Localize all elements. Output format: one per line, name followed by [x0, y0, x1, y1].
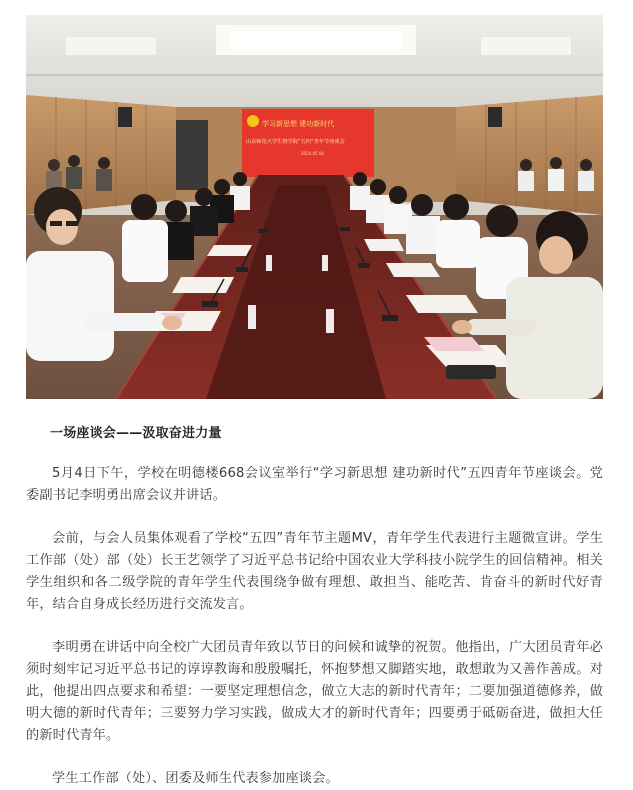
paragraph-3: 李明勇在讲话中向全校广大团员青年致以节日的问候和诚挚的祝贺。他指出，广大团员青年必须时刻牢记习近平总书记的谆谆教诲和殷殷嘱托，怀抱梦想又脚踏实地，敢想敢为又善作善成。对此，他提出四点要求和希望：一要坚定理想信念，做立大志的新时代青年；二要加强道德修养，做明大德的新时代青年；三要努力学习实践，做成大才的新时代青年；四要勇于砥砺奋进，做担大任的新时代青年。 — [26, 640, 603, 743]
meeting-photo — [26, 15, 603, 399]
banner-line2: 山东师范大学生物学院“五四”青年节座谈会 — [246, 139, 345, 145]
article-body — [26, 424, 603, 790]
banner-date: 2024.05.04 — [301, 151, 324, 156]
banner-line1: 学习新思想 建功新时代 — [262, 120, 335, 128]
paragraph-2: 会前，与会人员集体观看了学校“五四”青年节主题MV，青年学生代表进行主题微宣讲。学生工作部（处）部（处）长王艺领学了习近平总书记给中国农业大学科技小院学生的回信精神。相关学生组织和各二级学院的青年学生代表围绕争做有理想、敢担当、能吃苦、肯奋斗的新时代好青年，结合自身成长经历进行交流发言。 — [26, 531, 603, 612]
meeting-photo-illustration — [26, 15, 603, 399]
section-heading: 一场座谈会——汲取奋进力量 — [50, 426, 222, 441]
paragraph-1: 5月4日下午，学校在明德楼668会议室举行“学习新思想 建功新时代”五四青年节座谈会。党委副书记李明勇出席会议并讲话。 — [26, 466, 603, 503]
paragraph-4: 学生工作部（处）、团委及师生代表参加座谈会。 — [52, 771, 339, 786]
emblem-icon — [247, 115, 259, 127]
